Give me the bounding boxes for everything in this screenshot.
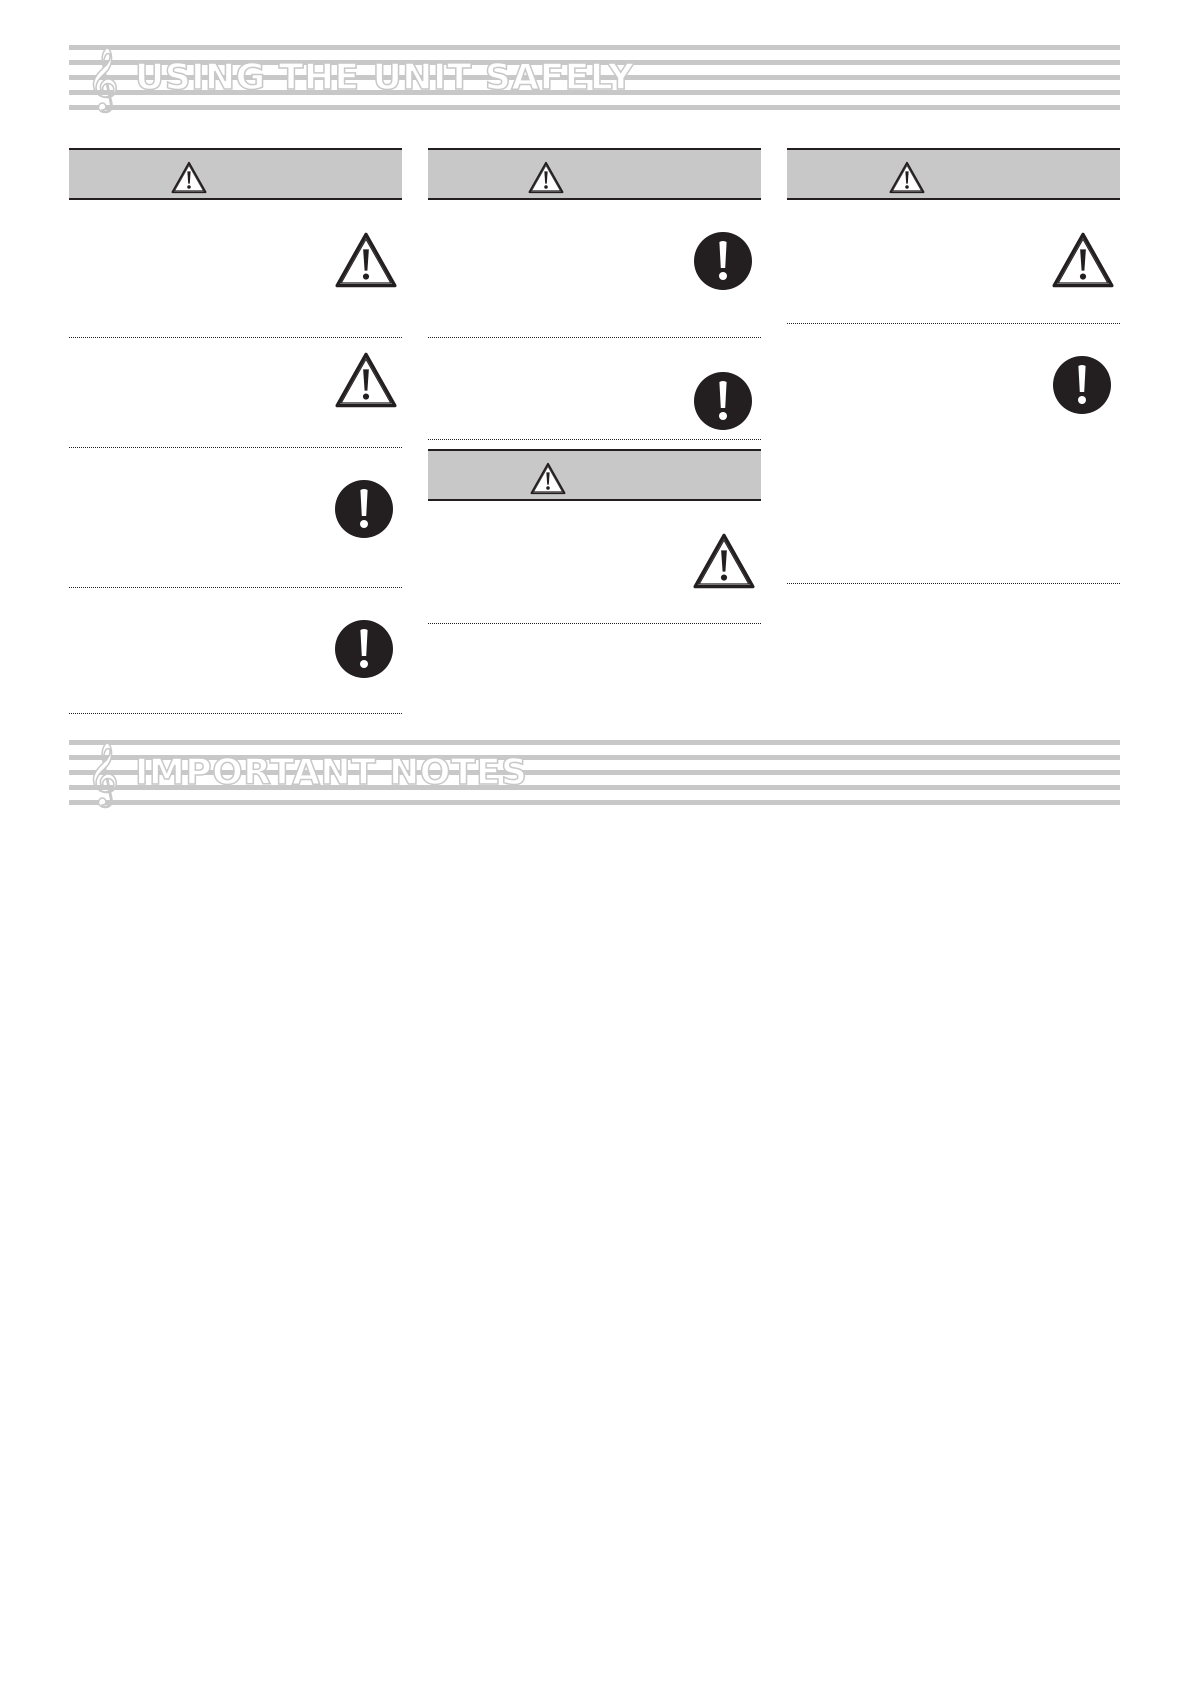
item-divider	[787, 323, 1120, 324]
mandatory-exclamation-icon	[334, 479, 394, 539]
warning-triangle-icon	[527, 161, 565, 194]
warning-triangle-icon	[692, 532, 756, 590]
banner-stripe	[69, 800, 1120, 805]
mandatory-exclamation-icon	[693, 371, 753, 431]
caution-header	[428, 449, 761, 501]
banner-stripe	[69, 740, 1120, 745]
section-banner-using-the-unit-safely	[69, 45, 1120, 113]
item-divider	[428, 623, 761, 624]
warning-triangle-icon	[334, 351, 398, 409]
section-banner-important-notes	[69, 740, 1120, 808]
warning-triangle-icon	[529, 462, 567, 495]
warning-header	[787, 148, 1120, 200]
item-divider	[69, 587, 402, 588]
item-divider	[428, 337, 761, 338]
mandatory-exclamation-icon	[1052, 355, 1112, 415]
item-divider	[787, 583, 1120, 584]
warning-triangle-icon	[888, 161, 926, 194]
treble-clef-icon: 𝄞	[87, 47, 119, 110]
banner-stripe	[69, 105, 1120, 110]
warning-triangle-icon	[334, 231, 398, 289]
warning-triangle-icon	[170, 161, 208, 194]
item-divider	[428, 439, 761, 440]
warning-header	[428, 148, 761, 200]
warning-triangle-icon	[1051, 231, 1115, 289]
section-title: IMPORTANT NOTES	[135, 752, 528, 793]
item-divider	[69, 713, 402, 714]
mandatory-exclamation-icon	[693, 231, 753, 291]
mandatory-exclamation-icon	[334, 619, 394, 679]
section-title: USING THE UNIT SAFELY	[135, 57, 635, 98]
treble-clef-icon: 𝄞	[87, 742, 119, 805]
banner-stripe	[69, 45, 1120, 50]
warning-header	[69, 148, 402, 200]
item-divider	[69, 447, 402, 448]
item-divider	[69, 337, 402, 338]
